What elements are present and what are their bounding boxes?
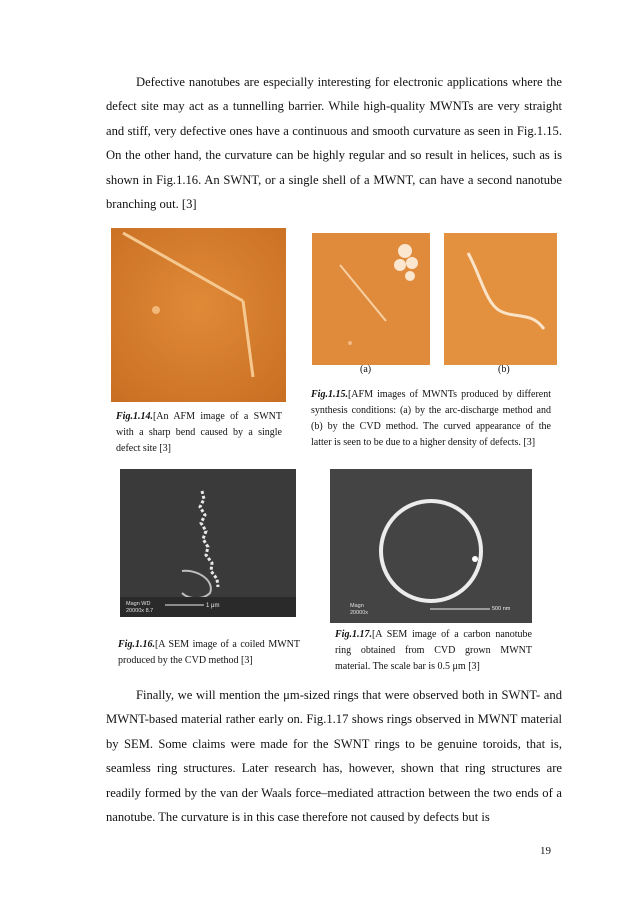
- paragraph-2-text: Finally, we will mention the μm-sized rings that were observed both in SWNT- and MWNT-based material rather early on. Fig.1.17 shows rings observed in MWNT material by SEM. Some claims were made for the SWNT rings to be genuine toroids, that is, seamless ring structures. Later research has, however, shown that ring structures are readily formed by the van der Waals force–mediated attraction between the two ends of a nanotube. The curvature is in this case therefore not caused by defects but is: [106, 688, 562, 825]
- fig-1-14-caption: [116, 409, 282, 457]
- page-number: 19: [540, 845, 551, 857]
- fig-1-17-image: [330, 469, 532, 623]
- fig-1-15-text: [AFM images of MWNTs produced by different synthesis conditions: (a) by the arc-discharge method and (b) by the CVD method. The curved appearance of the latter is seen to be due to a higher density of defects. [3]: [311, 389, 551, 448]
- body-paragraph-1: [106, 70, 562, 216]
- fig-1-15b-image: [444, 233, 557, 365]
- fig-1-16-label: Fig.1.16.: [118, 639, 155, 650]
- fig-1-17-caption: [335, 627, 532, 675]
- fig-1-16-meta1: Magn WD: [126, 601, 151, 607]
- paragraph-1-text: Defective nanotubes are especially interesting for electronic applications where the defect site may act as a tunnelling barrier. While high-quality MWNTs are very straight and stiff, very defective ones have a continuous and smooth curvature as seen in Fig.1.15. On the other hand, the curvature can be highly regular and so result in helices, such as is shown in Fig.1.16. An SWNT, or a single shell of a MWNT, can have a second nanotube branching out. [3]: [106, 75, 562, 212]
- afm-particle: [152, 306, 160, 314]
- fig-1-17-scale-text: 500 nm: [492, 606, 511, 612]
- fig-1-15a-image: [312, 233, 430, 365]
- fig-1-16-image: [120, 469, 296, 617]
- fig-1-15b-label: (b): [498, 364, 510, 375]
- fig-1-14-label: Fig.1.14.: [116, 411, 153, 422]
- fig-1-15-caption: [311, 387, 551, 451]
- fig-1-16-meta2: 20000x 8.7: [126, 608, 154, 614]
- fig-1-15-label: Fig.1.15.: [311, 389, 348, 400]
- body-paragraph-2: [106, 683, 562, 829]
- fig-1-14-svg: [111, 228, 286, 402]
- fig-1-14-text: [An AFM image of a SWNT with a sharp bend caused by a single defect site [3]: [116, 411, 282, 454]
- fig-1-17-text: [A SEM image of a carbon nanotube ring obtained from CVD grown MWNT material. The scale bar is 0.5 μm [3]: [335, 629, 532, 672]
- fig-1-17-meta2: 20000x: [350, 610, 369, 616]
- fig-1-16-scale-text: 1 μm: [206, 603, 220, 609]
- fig-1-16-text: [A SEM image of a coiled MWNT produced by the CVD method [3]: [118, 639, 300, 666]
- fig-1-15a-label: (a): [360, 364, 372, 375]
- fig-1-14-image: [111, 228, 286, 402]
- fig-1-17-label: Fig.1.17.: [335, 629, 372, 640]
- fig-1-16-caption: [118, 637, 300, 669]
- fig-1-17-meta1: Magn: [350, 603, 364, 609]
